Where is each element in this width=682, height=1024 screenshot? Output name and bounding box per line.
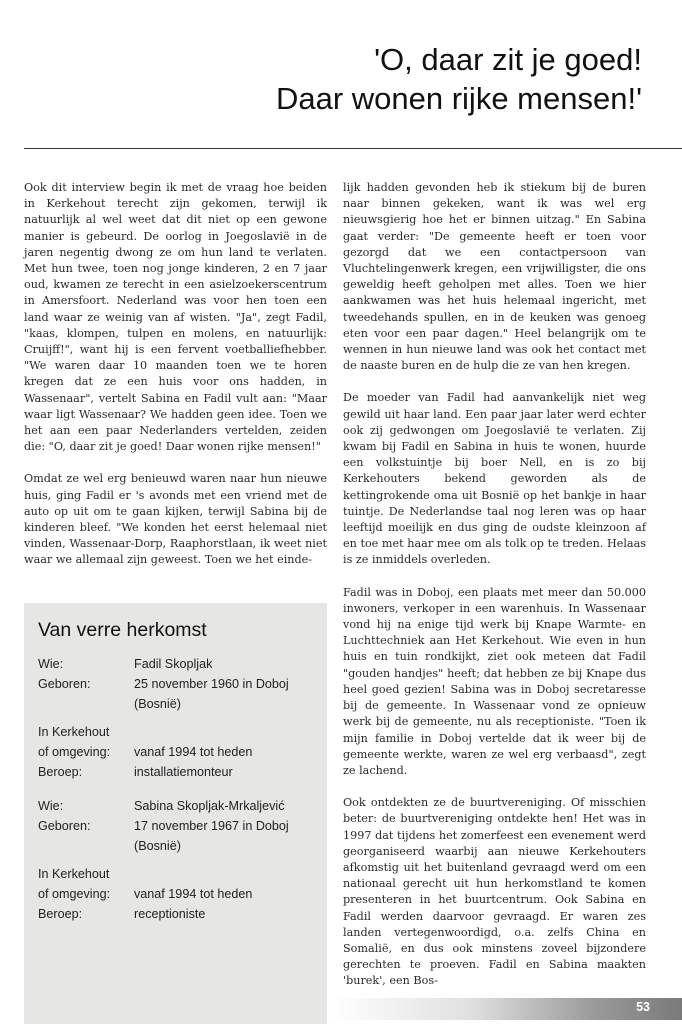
info-value: vanaf 1994 tot heden	[134, 887, 253, 901]
info-row	[38, 762, 318, 782]
info-row	[38, 816, 318, 836]
paragraph: Ook dit interview begin ik met de vraag hoe beiden in Kerkehout terecht zijn gekomen, terwijl ik natuurlijk al wel weet dat dit niet op een gewone manier is gebeurd. De oorlog in Joegoslavië in de jaren negentig dwong ze om hun land te verlaten. Met hun twee, toen nog jonge kinderen, 2 en 7 jaar oud, kwamen ze terecht in een asielzoekerscentrum in Amersfoort. Nederland was voor hen toen een land waar ze weinig van af wisten. "Ja", zegt Fadil, "kaas, klompen, tulpen en molens, en natuurlijk: Cruijff!", want hij is een fervent voetballiefhebber. "We waren daar 10 maanden toen we te horen kregen dat ze een huis voor ons hadden, in Wassenaar", vertelt Sabina en Fadil vult aan: "Maar waar ligt Wassenaar? We hadden geen idee. Toen we het aan een paar Nederlanders vertelden, zeiden die: "O, daar zit je goed! Daar wonen rijke mensen!"	[24, 181, 327, 454]
info-label: Wie:	[38, 657, 64, 671]
right-text-column	[343, 180, 646, 1006]
info-row	[38, 722, 318, 742]
info-label: Geboren:	[38, 677, 91, 691]
info-row	[38, 654, 318, 674]
info-label: In Kerkehout	[38, 725, 110, 739]
person-details	[38, 654, 318, 782]
info-value: receptioniste	[134, 907, 206, 921]
title-divider	[24, 148, 682, 149]
info-row	[38, 836, 318, 856]
info-label: In Kerkehout	[38, 867, 110, 881]
info-value: 25 november 1960 in Doboj	[134, 677, 289, 691]
info-row	[38, 884, 318, 904]
info-value: (Bosnië)	[134, 697, 181, 711]
page-number: 53	[636, 1000, 650, 1014]
paragraph: lijk hadden gevonden heb ik stiekum bij de buren naar binnen gekeken, want ik was wel erg nieuwsgierig hoe het er binnen uitzag." En Sabina gaat verder: "De gemeente heeft er toen voor gezorgd dat we een contactpersoon van Vluchtelingenwerk kregen, een vrijwilligster, die ons geweldig heeft geholpen met alles. Toen we hier aankwamen was het huis helemaal ingericht, met tweedehands spullen, en in de keuken was genoeg eten voor een paar dagen." Heel belangrijk om te wennen in hun nieuwe land was ook het contact met de naaste buren en de hulp die ze van hen kregen.	[343, 181, 646, 373]
info-label: Geboren:	[38, 819, 91, 833]
info-row	[38, 674, 318, 694]
info-row	[38, 742, 318, 762]
article-title	[82, 40, 642, 118]
info-value: (Bosnië)	[134, 839, 181, 853]
info-row	[38, 864, 318, 884]
info-value: Fadil Skopljak	[134, 657, 213, 671]
info-row	[38, 796, 318, 816]
info-label: of omgeving:	[38, 887, 111, 901]
info-value: vanaf 1994 tot heden	[134, 745, 253, 759]
paragraph: De moeder van Fadil had aanvankelijk niet weg gewild uit haar land. Een paar jaar later werd echter ook zij gedwongen om Joegoslavië te verlaten. Zij kwam bij Fadil en Sabina in huis te wonen, huurde een volkstuintje bij boer Nell, en is zo bij Kerkehouters bekend geworden als de kettingrokende oma uit Bosnië op het bankje in haar tuintje. De Nederlandse taal nog leren was op haar leeftijd moeilijk en dus ging de oudste kleinzoon af en toe met haar mee om als tolk op te treden. Helaas is ze inmiddels overleden.	[343, 391, 646, 567]
info-box	[24, 603, 327, 1024]
info-label: Beroep:	[38, 765, 83, 779]
info-value: 17 november 1967 in Doboj	[134, 819, 289, 833]
info-label: Wie:	[38, 799, 64, 813]
person-details	[38, 796, 318, 924]
info-value: Sabina Skopljak-Mrkaljević	[134, 799, 285, 813]
footer-band	[330, 998, 682, 1020]
paragraph: Omdat ze wel erg benieuwd waren naar hun nieuwe huis, ging Fadil er 's avonds met een vriend met de auto op uit om te gaan kijken, terwijl Sabina bij de kinderen bleef. "We konden het eerst helemaal niet vinden, Wassenaar-Dorp, Raaphorstlaan, ik weet niet waar we allemaal zijn geweest. Toen we het einde-	[24, 472, 327, 567]
info-row	[38, 694, 318, 714]
info-row	[38, 904, 318, 924]
paragraph: Ook ontdekten ze de buurtvereniging. Of misschien beter: de buurtvereniging ontdekte hen! Het was in 1997 dat tijdens het zomerfeest een evenement werd georganiseerd waarbij aan nieuwe Kerkehouters afkomstig uit het buitenland gevraagd werd om een nationaal gerecht uit hun herkomstland te komen presenteren in het buurtcentrum. Ook Sabina en Fadil werden daarvoor gevraagd. Er waren zes landen vertegenwoordigd, o.a. zelfs China en Somalië, en dus ook minstens zoveel bijzondere gerechten te proeven. Fadil en Sabina maakten 'burek', een Bos-	[343, 796, 646, 988]
info-value: installatiemonteur	[134, 765, 233, 779]
article-title-line-2: Daar wonen rijke mensen!'	[275, 81, 642, 116]
info-label: of omgeving:	[38, 745, 111, 759]
paragraph: Fadil was in Doboj, een plaats met meer dan 50.000 inwoners, verkoper in een warenhuis. In Wassenaar vond hij na enige tijd werk bij Knape Warmte- en Luchttechniek aan Het Kerkehout. Wie even in hun huis en tuin rondkijkt, ziet ook meteen dat Fadil "gouden handjes" heeft; dat hebben ze bij Knape dus heel goed gezien! Sabina was in Doboj secretaresse bij de gemeente. In Wassenaar vond ze opnieuw werk bij de gemeente, nu als receptioniste. "Toen ik mijn familie in Doboj vertelde dat ik weer bij de gemeente werkte, waren ze wel erg verbaasd", zegt ze lachend.	[343, 585, 646, 777]
left-text-column	[24, 180, 327, 585]
info-box-title: Van verre herkomst	[38, 619, 207, 641]
info-label: Beroep:	[38, 907, 83, 921]
article-title-line-1: 'O, daar zit je goed!	[374, 42, 642, 77]
